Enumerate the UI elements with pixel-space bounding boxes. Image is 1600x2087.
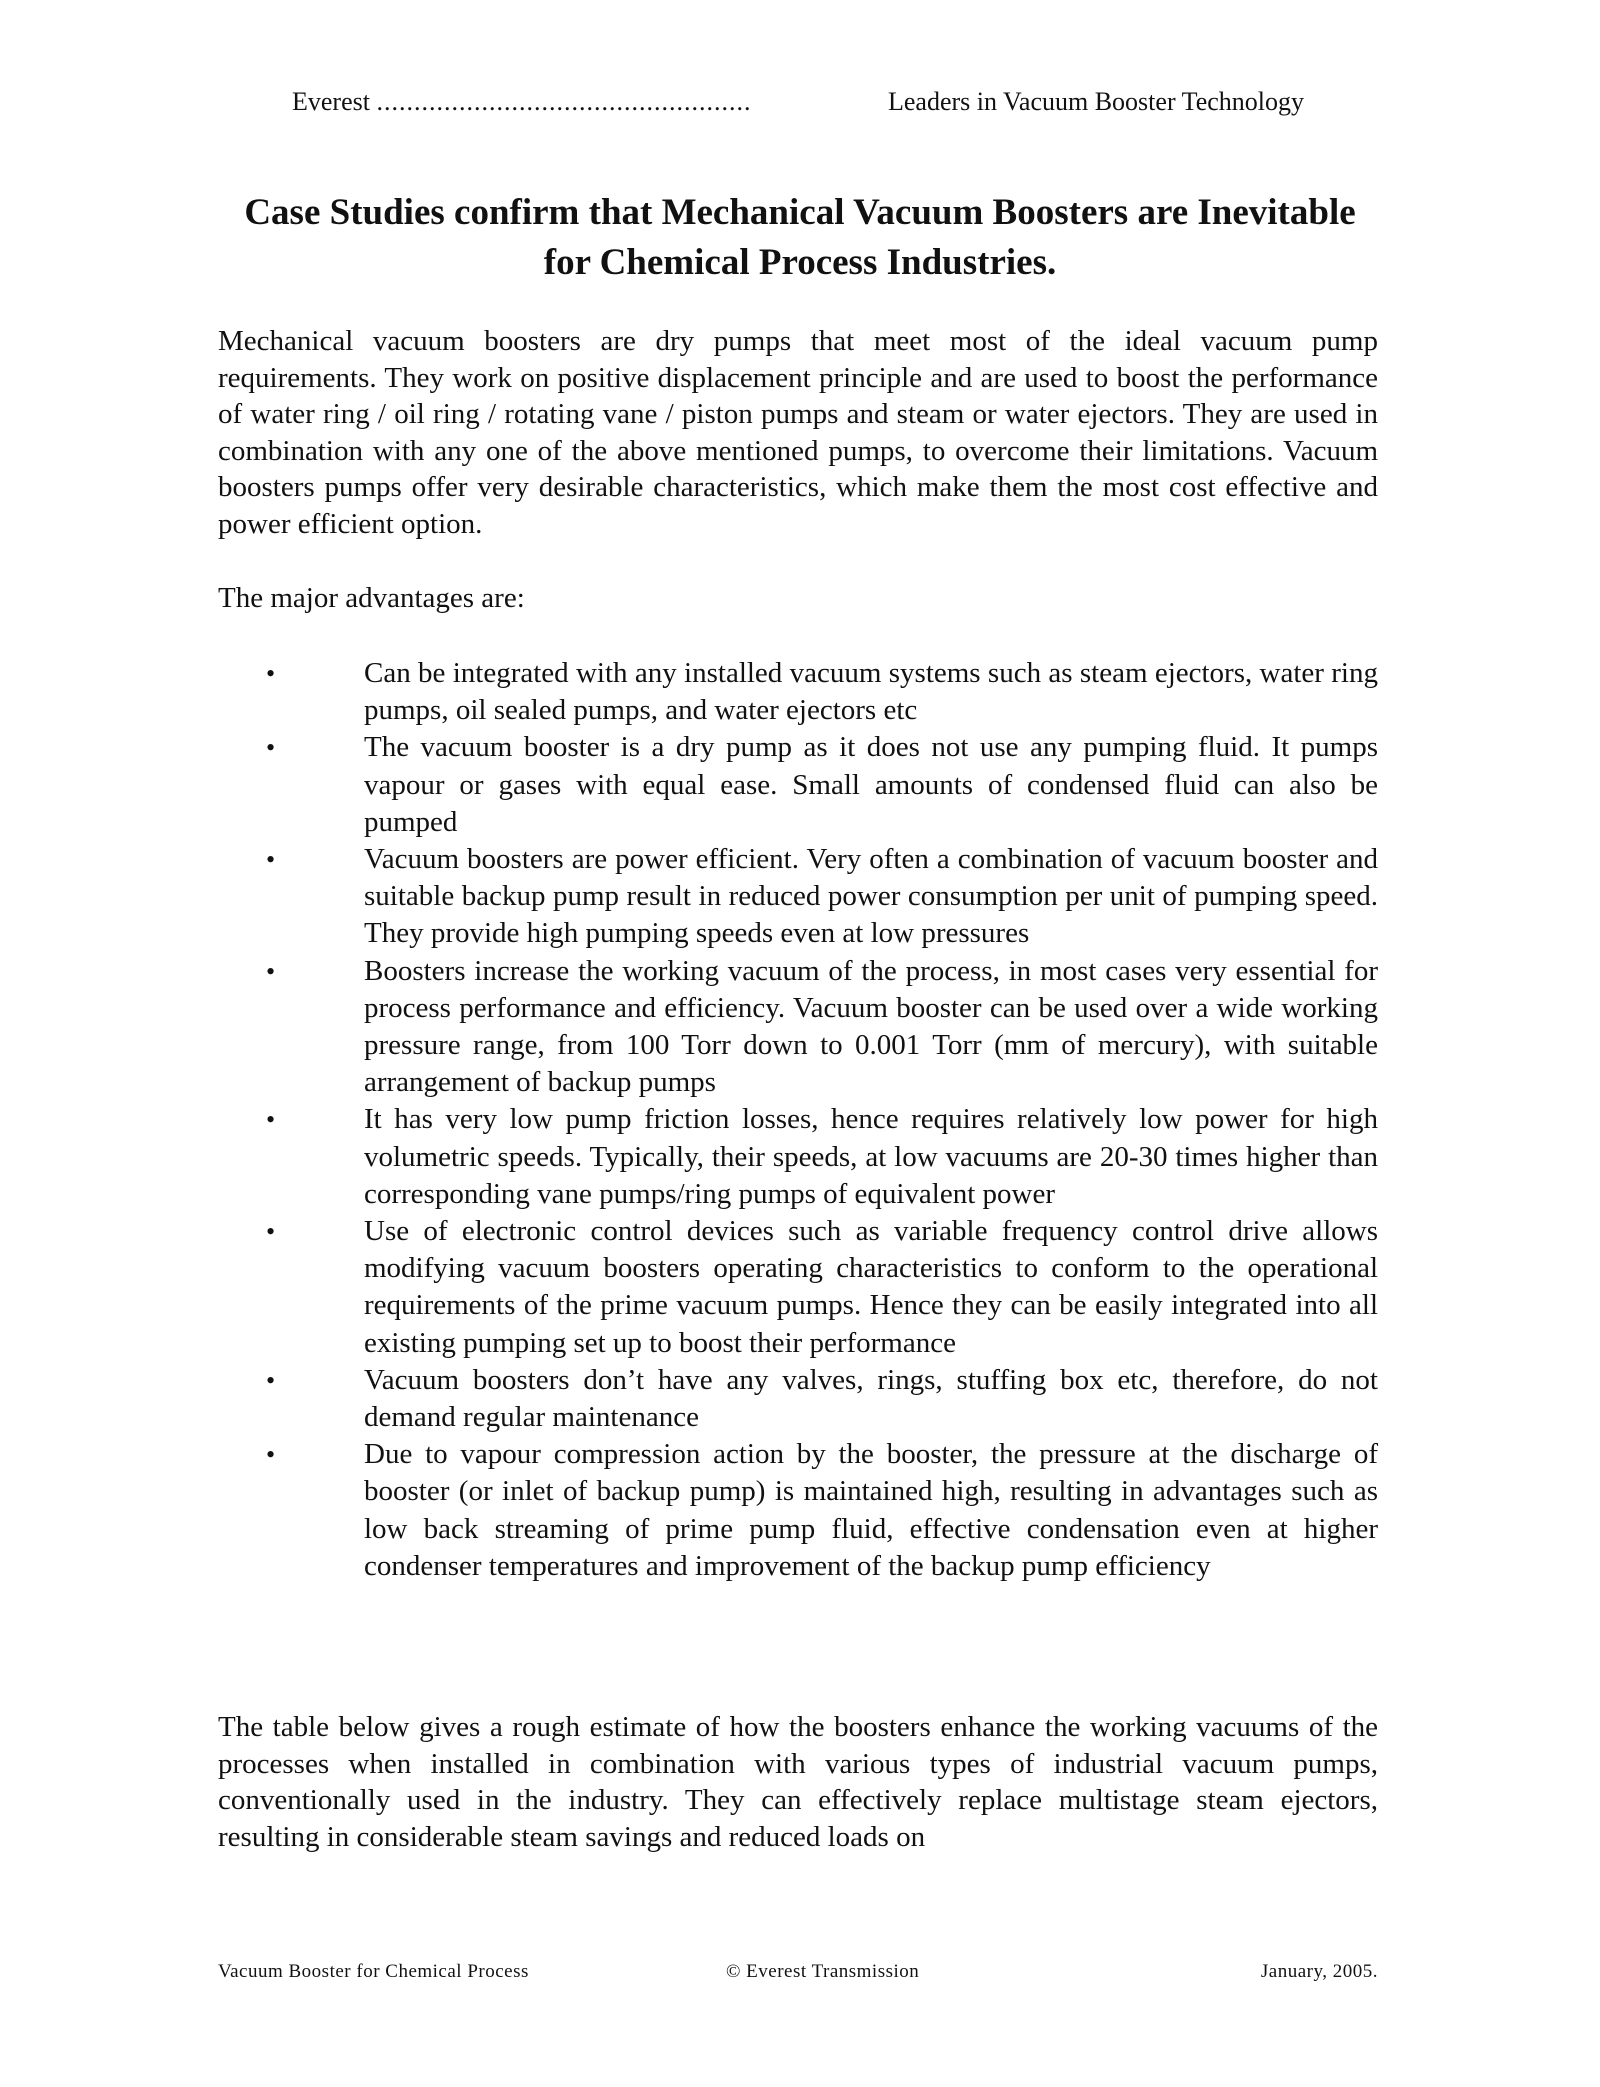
advantages-list xyxy=(218,655,1378,1585)
list-item-text: The vacuum booster is a dry pump as it does not use any pumping fluid. It pumps vapour or gases with equal ease. Small amounts of condensed fluid can also be pumped xyxy=(364,731,1378,838)
list-item xyxy=(218,655,1378,729)
list-item xyxy=(218,841,1378,953)
list-item-text: Boosters increase the working vacuum of the process, in most cases very essential for process performance and efficiency. Vacuum booster can be used over a wide working pressure range, from 100 Torr down to 0.001 Torr (mm of mercury), with suitable arrangement of backup pumps xyxy=(364,954,1378,1099)
intro-paragraph: Mechanical vacuum boosters are dry pumps that meet most of the ideal vacuum pump requirements. They work on positive displacement principle and are used to boost the performance of water ring / oil ring / rotating vane / piston pumps and steam or water ejectors. They are used in combination with any one of the above mentioned pumps, to overcome their limitations. Vacuum boosters pumps offer very desirable characteristics, which make them the most cost effective and power efficient option. xyxy=(218,325,1378,540)
list-item xyxy=(218,1101,1378,1213)
header-leader-dots: .................................................. xyxy=(376,87,752,116)
list-item-text: Due to vapour compression action by the booster, the pressure at the discharge of booster (or inlet of backup pump) is maintained high, resulting in advantages such as low back streaming of prime pump fluid, effective condensation even at higher condenser temperatures and improvement of the backup pump efficiency xyxy=(364,1438,1378,1582)
header-tagline: Leaders in Vacuum Booster Technology xyxy=(884,86,1304,118)
footer-date: January, 2005. xyxy=(1260,1961,1378,1982)
list-item-text: It has very low pump friction losses, hence requires relatively low power for high volumetric speeds. Typically, their speeds, at low vacuums are 20-30 times higher than corresponding vane pumps/ring pumps of equivalent power xyxy=(364,1103,1378,1210)
header-company: Everest xyxy=(292,87,370,116)
list-item xyxy=(218,729,1378,841)
bullet-icon: • xyxy=(266,1217,276,1247)
bullet-icon: • xyxy=(266,733,276,763)
advantages-lead-text: The major advantages are: xyxy=(218,582,525,614)
bullet-icon: • xyxy=(266,956,276,986)
list-item xyxy=(218,953,1378,1102)
bullet-icon: • xyxy=(266,845,276,875)
footer-document-title: Vacuum Booster for Chemical Process xyxy=(218,1961,529,1982)
list-item-text: Vacuum boosters don’t have any valves, rings, stuffing box etc, therefore, do not demand regular maintenance xyxy=(364,1363,1378,1434)
list-item xyxy=(218,1436,1378,1585)
list-item xyxy=(218,1362,1378,1436)
list-item xyxy=(218,1213,1378,1362)
list-item-text: Can be integrated with any installed vacuum systems such as steam ejectors, water ring pumps, oil sealed pumps, and water ejectors etc xyxy=(364,657,1378,727)
closing-paragraph: The table below gives a rough estimate of how the boosters enhance the working vacuums of the processes when installed in combination with various types of industrial vacuum pumps, conventionally used in the industry. They can effectively replace multistage steam ejectors, resulting in considerable steam savings and reduced loads on xyxy=(218,1711,1378,1853)
document-title: Case Studies confirm that Mechanical Vacuum Boosters are Inevitable for Chemical Process Industries. xyxy=(244,192,1356,283)
bullet-icon: • xyxy=(266,1105,276,1135)
bullet-icon: • xyxy=(266,659,276,688)
list-item-text: Use of electronic control devices such as variable frequency control drive allows modifying vacuum boosters operating characteristics to conform to the operational requirements of the prime vacuum pumps. Hence they can be easily integrated into all existing pumping set up to boost their performance xyxy=(364,1215,1378,1359)
list-item-text: Vacuum boosters are power efficient. Very often a combination of vacuum booster and suitable backup pump result in reduced power consumption per unit of pumping speed. They provide high pumping speeds even at low pressures xyxy=(364,843,1378,950)
page-footer xyxy=(218,1958,1378,1986)
bullet-icon: • xyxy=(266,1440,276,1470)
footer-copyright: © Everest Transmission xyxy=(726,1961,920,1982)
bullet-icon: • xyxy=(266,1365,276,1395)
running-header xyxy=(292,86,1304,118)
